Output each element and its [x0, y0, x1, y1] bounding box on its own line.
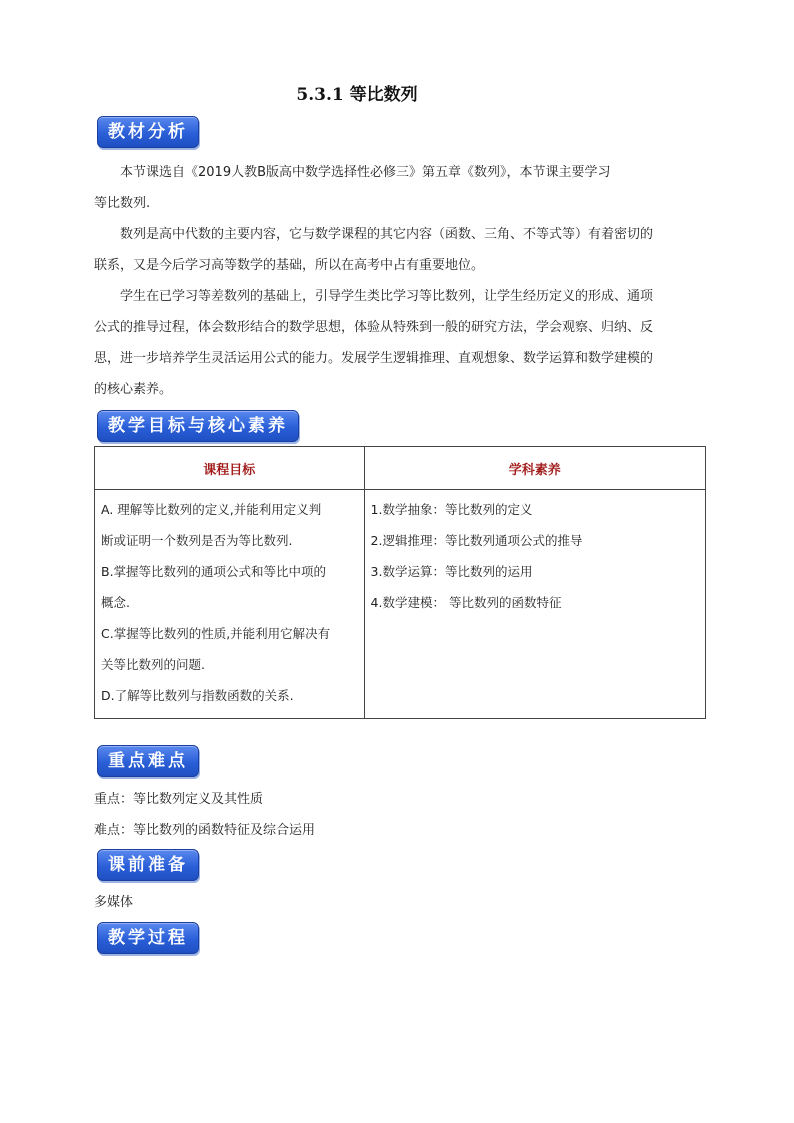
goal-line: 关等比数列的问题.	[101, 657, 205, 672]
focus-text: 重点：等比数列定义及其性质	[94, 792, 264, 807]
literacy-line: 2.逻辑推理：等比数列通项公式的推导	[370, 533, 583, 548]
goal-line: 概念.	[101, 595, 130, 610]
objectives-table	[94, 446, 706, 719]
analysis-line: 联系，又是今后学习高等数学的基础，所以在高考中占有重要地位。	[94, 258, 485, 273]
analysis-line: 的核心素养。	[94, 382, 173, 397]
analysis-text	[94, 157, 706, 405]
preparation-text: 多媒体	[94, 895, 134, 910]
goal-line: A. 理解等比数列的定义,并能利用定义判	[101, 502, 322, 517]
analysis-line: 思，进一步培养学生灵活运用公式的能力。发展学生逻辑推理、直观想象、数学运算和数学建模的	[94, 351, 654, 366]
analysis-line: 数列是高中代数的主要内容，它与数学课程的其它内容（函数、三角、不等式等）有着密切的	[120, 227, 654, 242]
analysis-line: 本节课选自《2019人教B版高中数学选择性必修三》第五章《数列》，本节课主要学习	[120, 165, 611, 180]
table-header-literacy: 学科素养	[364, 447, 705, 490]
section-heading-analysis: 教材分析	[97, 116, 199, 148]
section-heading-keypoints: 重点难点	[97, 745, 199, 777]
analysis-line: 公式的推导过程，体会数形结合的数学思想，体验从特殊到一般的研究方法，学会观察、归纳、反	[94, 320, 654, 335]
section-heading-objectives: 教学目标与核心素养	[97, 410, 299, 442]
difficulty-text: 难点：等比数列的函数特征及综合运用	[94, 823, 316, 838]
literacy-line: 1.数学抽象：等比数列的定义	[370, 502, 533, 517]
literacy-cell	[364, 490, 705, 719]
goal-line: B.掌握等比数列的通项公式和等比中项的	[101, 564, 327, 579]
document-title: 5.3.1 等比数列	[296, 85, 418, 105]
goal-line: 断或证明一个数列是否为等比数列.	[101, 533, 293, 548]
table-header-goals: 课程目标	[95, 447, 365, 490]
goal-line: C.掌握等比数列的性质,并能利用它解决有	[101, 626, 331, 641]
section-heading-process: 教学过程	[97, 922, 199, 954]
analysis-line: 学生在已学习等差数列的基础上，引导学生类比学习等比数列，让学生经历定义的形成、通项	[120, 289, 654, 304]
literacy-line: 3.数学运算：等比数列的运用	[370, 564, 533, 579]
literacy-line: 4.数学建模： 等比数列的函数特征	[370, 595, 562, 610]
section-heading-preparation: 课前准备	[97, 849, 199, 881]
goals-cell	[95, 490, 365, 719]
goal-line: D.了解等比数列与指数函数的关系.	[101, 688, 294, 703]
analysis-line: 等比数列.	[94, 196, 151, 211]
